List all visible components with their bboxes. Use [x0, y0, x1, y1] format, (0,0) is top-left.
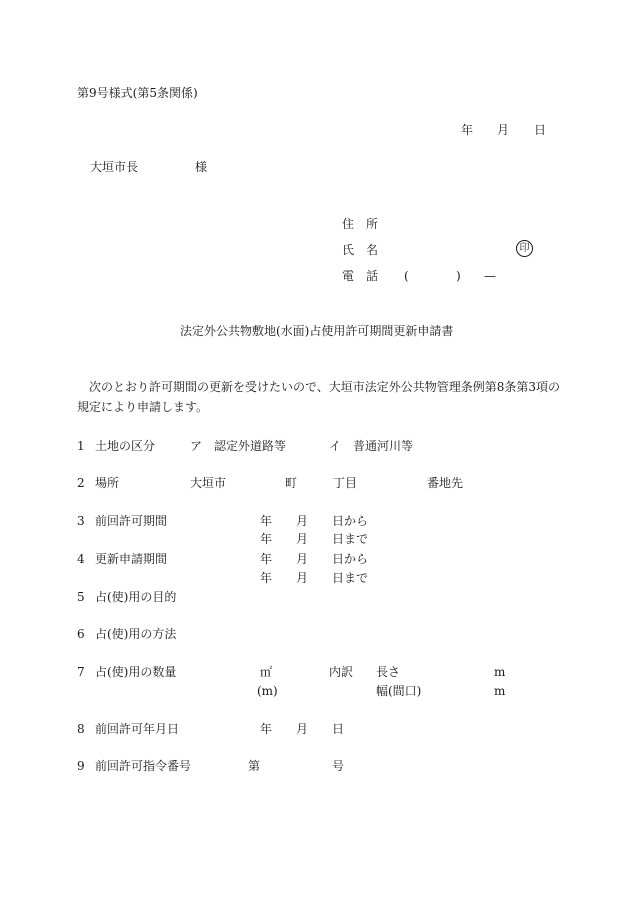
item9-number: 9 [77, 759, 85, 773]
item7-width-label: 幅(間口) [376, 684, 422, 698]
item8-year: 年 [260, 722, 273, 736]
item4-to-day: 日まで [332, 571, 369, 585]
item7-unit-length-paren: (m) [257, 684, 278, 698]
item7-width-unit: m [494, 684, 506, 698]
item8-day: 日 [332, 722, 345, 736]
item3-to-year: 年 [260, 532, 273, 546]
item4-number: 4 [77, 552, 85, 566]
item3-label: 前回許可期間 [95, 514, 168, 528]
item3-from-year: 年 [260, 514, 273, 528]
item4-label: 更新申請期間 [95, 552, 168, 566]
item6-label: 占(使)用の方法 [95, 627, 177, 641]
seal-mark: 印 [516, 240, 533, 257]
item3-to-month: 月 [296, 532, 309, 546]
addressee-honorific: 様 [195, 160, 208, 174]
item8-number: 8 [77, 722, 85, 736]
item1-option-a: ア 認定外道路等 [190, 439, 287, 453]
item6-number: 6 [77, 627, 85, 641]
item1-label: 土地の区分 [95, 439, 156, 453]
date-year: 年 [461, 123, 474, 137]
item4-to-month: 月 [296, 571, 309, 585]
item3-from-month: 月 [296, 514, 309, 528]
item3-number: 3 [77, 514, 85, 528]
item4-to-year: 年 [260, 571, 273, 585]
item2-label: 場所 [95, 476, 120, 490]
name-label: 氏 名 [342, 243, 379, 257]
item3-from-day: 日から [332, 514, 369, 528]
date-day: 日 [534, 123, 547, 137]
item7-unit-area: ㎡ [260, 665, 273, 679]
item5-number: 5 [77, 590, 85, 604]
address-label: 住 所 [342, 217, 379, 231]
item2-number: 2 [77, 476, 85, 490]
item5-label: 占(使)用の目的 [95, 590, 177, 604]
addressee-name: 大垣市長 [90, 160, 139, 174]
item7-number: 7 [77, 665, 85, 679]
item8-month: 月 [296, 722, 309, 736]
item1-number: 1 [77, 439, 85, 453]
item4-from-month: 月 [296, 552, 309, 566]
phone-open-paren: ( [404, 269, 409, 283]
phone-label: 電 話 [342, 269, 379, 283]
item4-from-day: 日から [332, 552, 369, 566]
item7-label: 占(使)用の数量 [95, 665, 177, 679]
item1-option-b: イ 普通河川等 [329, 439, 414, 453]
item8-label: 前回許可年月日 [95, 722, 180, 736]
item7-length-label: 長さ [376, 665, 401, 679]
item3-to-day: 日まで [332, 532, 369, 546]
item2-banchi: 番地先 [427, 476, 464, 490]
item9-label: 前回許可指令番号 [95, 759, 192, 773]
item2-city: 大垣市 [190, 476, 227, 490]
item7-length-unit: m [494, 665, 506, 679]
body-line-2: 規定により申請します。 [77, 400, 209, 414]
item2-cho: 町 [285, 476, 298, 490]
phone-close-paren: ) [456, 269, 461, 283]
item7-breakdown: 内訳 [329, 665, 354, 679]
form-number: 第9号様式(第5条関係) [77, 86, 198, 100]
document-title: 法定外公共物敷地(水面)占使用許可期間更新申請書 [180, 324, 454, 338]
body-line-1: 次のとおり許可期間の更新を受けたいので、大垣市法定外公共物管理条例第8条第3項の [89, 380, 561, 394]
item4-from-year: 年 [260, 552, 273, 566]
item9-go: 号 [332, 759, 345, 773]
phone-dash: — [484, 269, 496, 283]
item9-dai: 第 [248, 759, 261, 773]
item2-chome: 丁目 [333, 476, 358, 490]
date-month: 月 [497, 123, 510, 137]
